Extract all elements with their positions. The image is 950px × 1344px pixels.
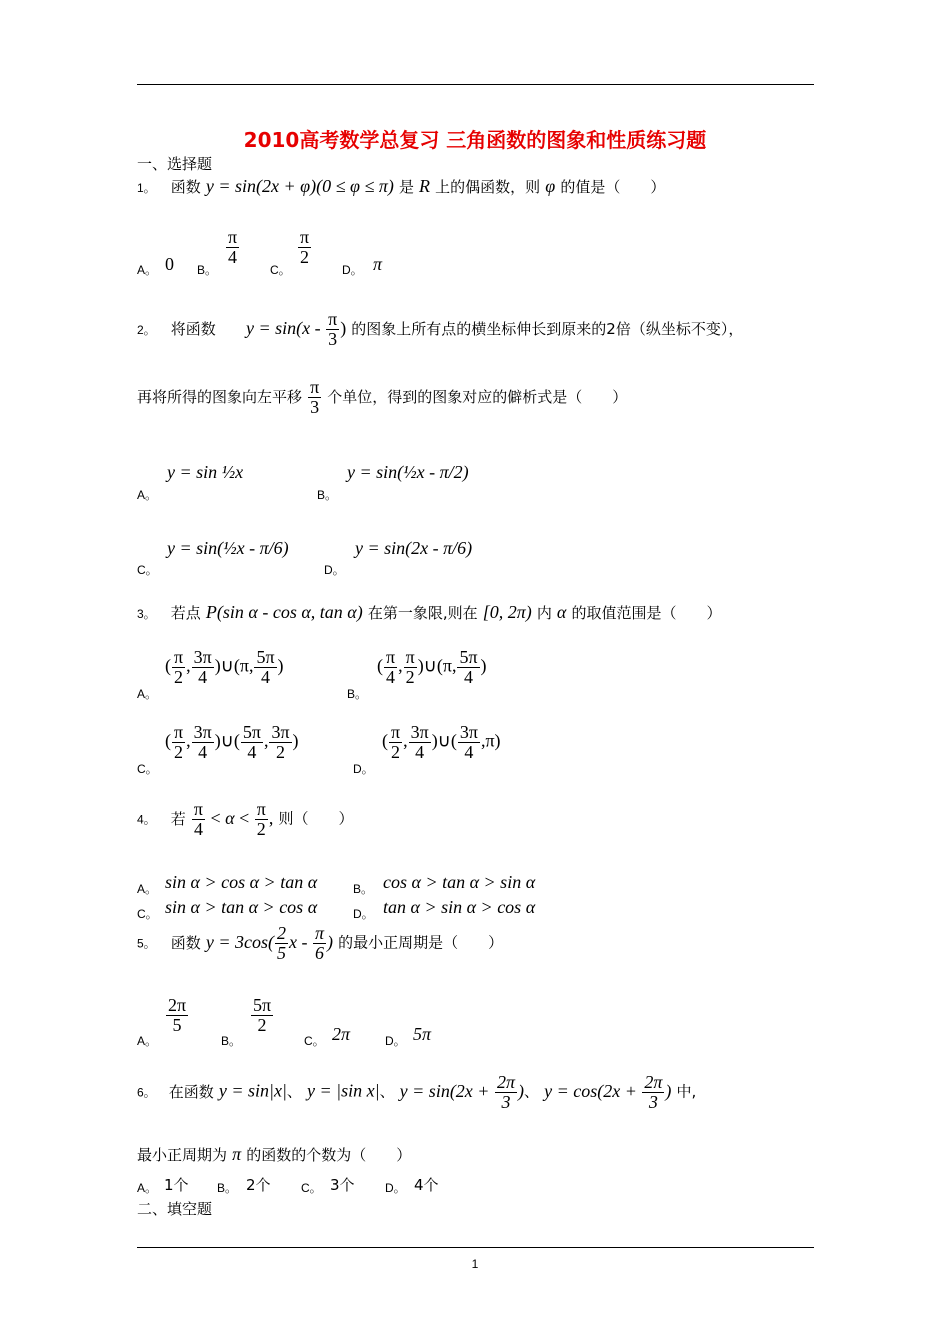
footer-rule <box>137 1247 814 1248</box>
q1-option-b: $\frac{\pi}{4}$ <box>228 227 238 267</box>
page-number: 1 <box>471 1257 479 1271</box>
q3-option-b: ( $\frac{\pi}{4}$ , $\frac{\pi}{2}$ )∪(π, $\frac{5\pi}{4}$ ) <box>377 647 487 687</box>
q3-options: A。 ( $\frac{\pi}{2}$ , $\frac{3\pi}{4}$ )∪(π, $\frac{5\pi}{4}$ ) B。 ( $\frac{\pi}{4}$ , $\frac{\pi}{2}$ )∪(π, $\frac{5\pi}{4}$ ) C。 ( $\frac{\pi}{2}$ , $\frac{3\pi}{4}$ )∪( $\frac{5\pi}{4}$ , $\frac{3\pi}{2}$ ) D。 ( $\frac{\pi}{2}$ , $\frac{3\pi}{4}$ )∪( $\frac{3\pi}{4}$ ,π) <box>137 647 501 776</box>
q4-options: A。 sin α > cos α > tan α B。 cos α > tan α > sin α C。 sin α > tan α > cos α D。 tan α > sin α > cos α <box>137 872 536 921</box>
q4-option-c: sin α > tan α > cos α <box>165 897 318 917</box>
q6-options: A。 1个 B。 2个 C。 3个 D。 4个 <box>137 1176 439 1195</box>
q1-option-a: 0 <box>165 254 174 274</box>
q6-option-b: 2个 <box>246 1176 271 1194</box>
q4-option-d: tan α > sin α > cos α <box>383 897 536 917</box>
q4-option-a: sin α > cos α > tan α <box>165 872 318 892</box>
q2-option-d: y = sin(2x - π/6) <box>355 538 473 558</box>
q6-option-c: 3个 <box>330 1176 355 1194</box>
page-title: 2010高考数学总复习 三角函数的图象和性质练习题 <box>243 128 707 152</box>
question-1: 1。 函数 y = sin(2x + φ)(0 ≤ φ ≤ π) 是 R 上的偶函数，则 φ 的值是（ ） <box>137 176 666 196</box>
question-6: 6。 在函数 y = sin|x|、 y = |sin x|、 y = sin(2x + $\frac{2\pi}{3}$ )、 y = cos(2x + $\frac{2\pi}{3}$ ) 中, <box>137 1072 697 1112</box>
question-6-line2: 最小正周期为 π 的函数的个数为（ ） <box>137 1144 412 1164</box>
question-5: 5。 函数 y = 3cos( $\frac{2}{5}$ x - $\frac{\pi}{6}$ ) 的最小正周期是（ ） <box>137 923 504 963</box>
q4-option-b: cos α > tan α > sin α <box>383 872 536 892</box>
q2-option-c: y = sin(½x - π/6) <box>167 538 289 558</box>
question-3: 3。 若点 P(sin α - cos α, tan α) 在第一象限,则在 [0, 2π) 内 α 的取值范围是（ ） <box>137 602 722 622</box>
q5-option-d: 5π <box>413 1024 432 1044</box>
q3-option-a: ( $\frac{\pi}{2}$ , $\frac{3\pi}{4}$ )∪(π, $\frac{5\pi}{4}$ ) <box>165 647 284 687</box>
q1-options: A。 0 B。 $\frac{\pi}{4}$ C。 $\frac{\pi}{2}$ D。 π <box>137 227 383 277</box>
q3-option-d: ( $\frac{\pi}{2}$ , $\frac{3\pi}{4}$ )∪( $\frac{3\pi}{4}$ ,π) <box>382 722 501 762</box>
q5-options: A。 $\frac{2\pi}{5}$ B。 $\frac{5\pi}{2}$ C。 2π D。 5π <box>137 995 432 1048</box>
q2-option-a: y = sin ½x <box>167 462 244 482</box>
q2-options: A。 y = sin ½x B。 y = sin(½x - π/2) C。 y = sin(½x - π/6) D。 y = sin(2x - π/6) <box>137 462 473 577</box>
question-4: 4。 若 $\frac{\pi}{4}$ < α < $\frac{\pi}{2}$ , 则（ ） <box>137 799 354 839</box>
question-2-line2: 再将所得的图象向左平移 $\frac{\pi}{3}$ 个单位，得到的图象对应的僻析式是（ ） <box>137 377 628 417</box>
section-heading-fill: 二、填空题 <box>137 1200 213 1218</box>
q1-option-d: π <box>373 254 383 274</box>
q1-option-c: $\frac{\pi}{2}$ <box>300 227 310 267</box>
section-heading-choice: 一、选择题 <box>137 155 213 173</box>
q5-option-a: $\frac{2\pi}{5}$ <box>168 995 187 1035</box>
q3-option-c: ( $\frac{\pi}{2}$ , $\frac{3\pi}{4}$ )∪( $\frac{5\pi}{4}$ , $\frac{3\pi}{2}$ ) <box>165 722 299 762</box>
q2-option-b: y = sin(½x - π/2) <box>347 462 469 482</box>
header-rule <box>137 84 814 85</box>
q5-option-c: 2π <box>332 1024 351 1044</box>
q5-option-b: $\frac{5\pi}{2}$ <box>253 995 272 1035</box>
question-2-line1: 2。 将函数 y = sin(x - $\frac{\pi}{3}$ ) 的图象上所有点的横坐标伸长到原来的2倍（纵坐标不变）， <box>137 309 744 349</box>
q6-option-a: 1个 <box>164 1176 189 1194</box>
q6-option-d: 4个 <box>414 1176 439 1194</box>
